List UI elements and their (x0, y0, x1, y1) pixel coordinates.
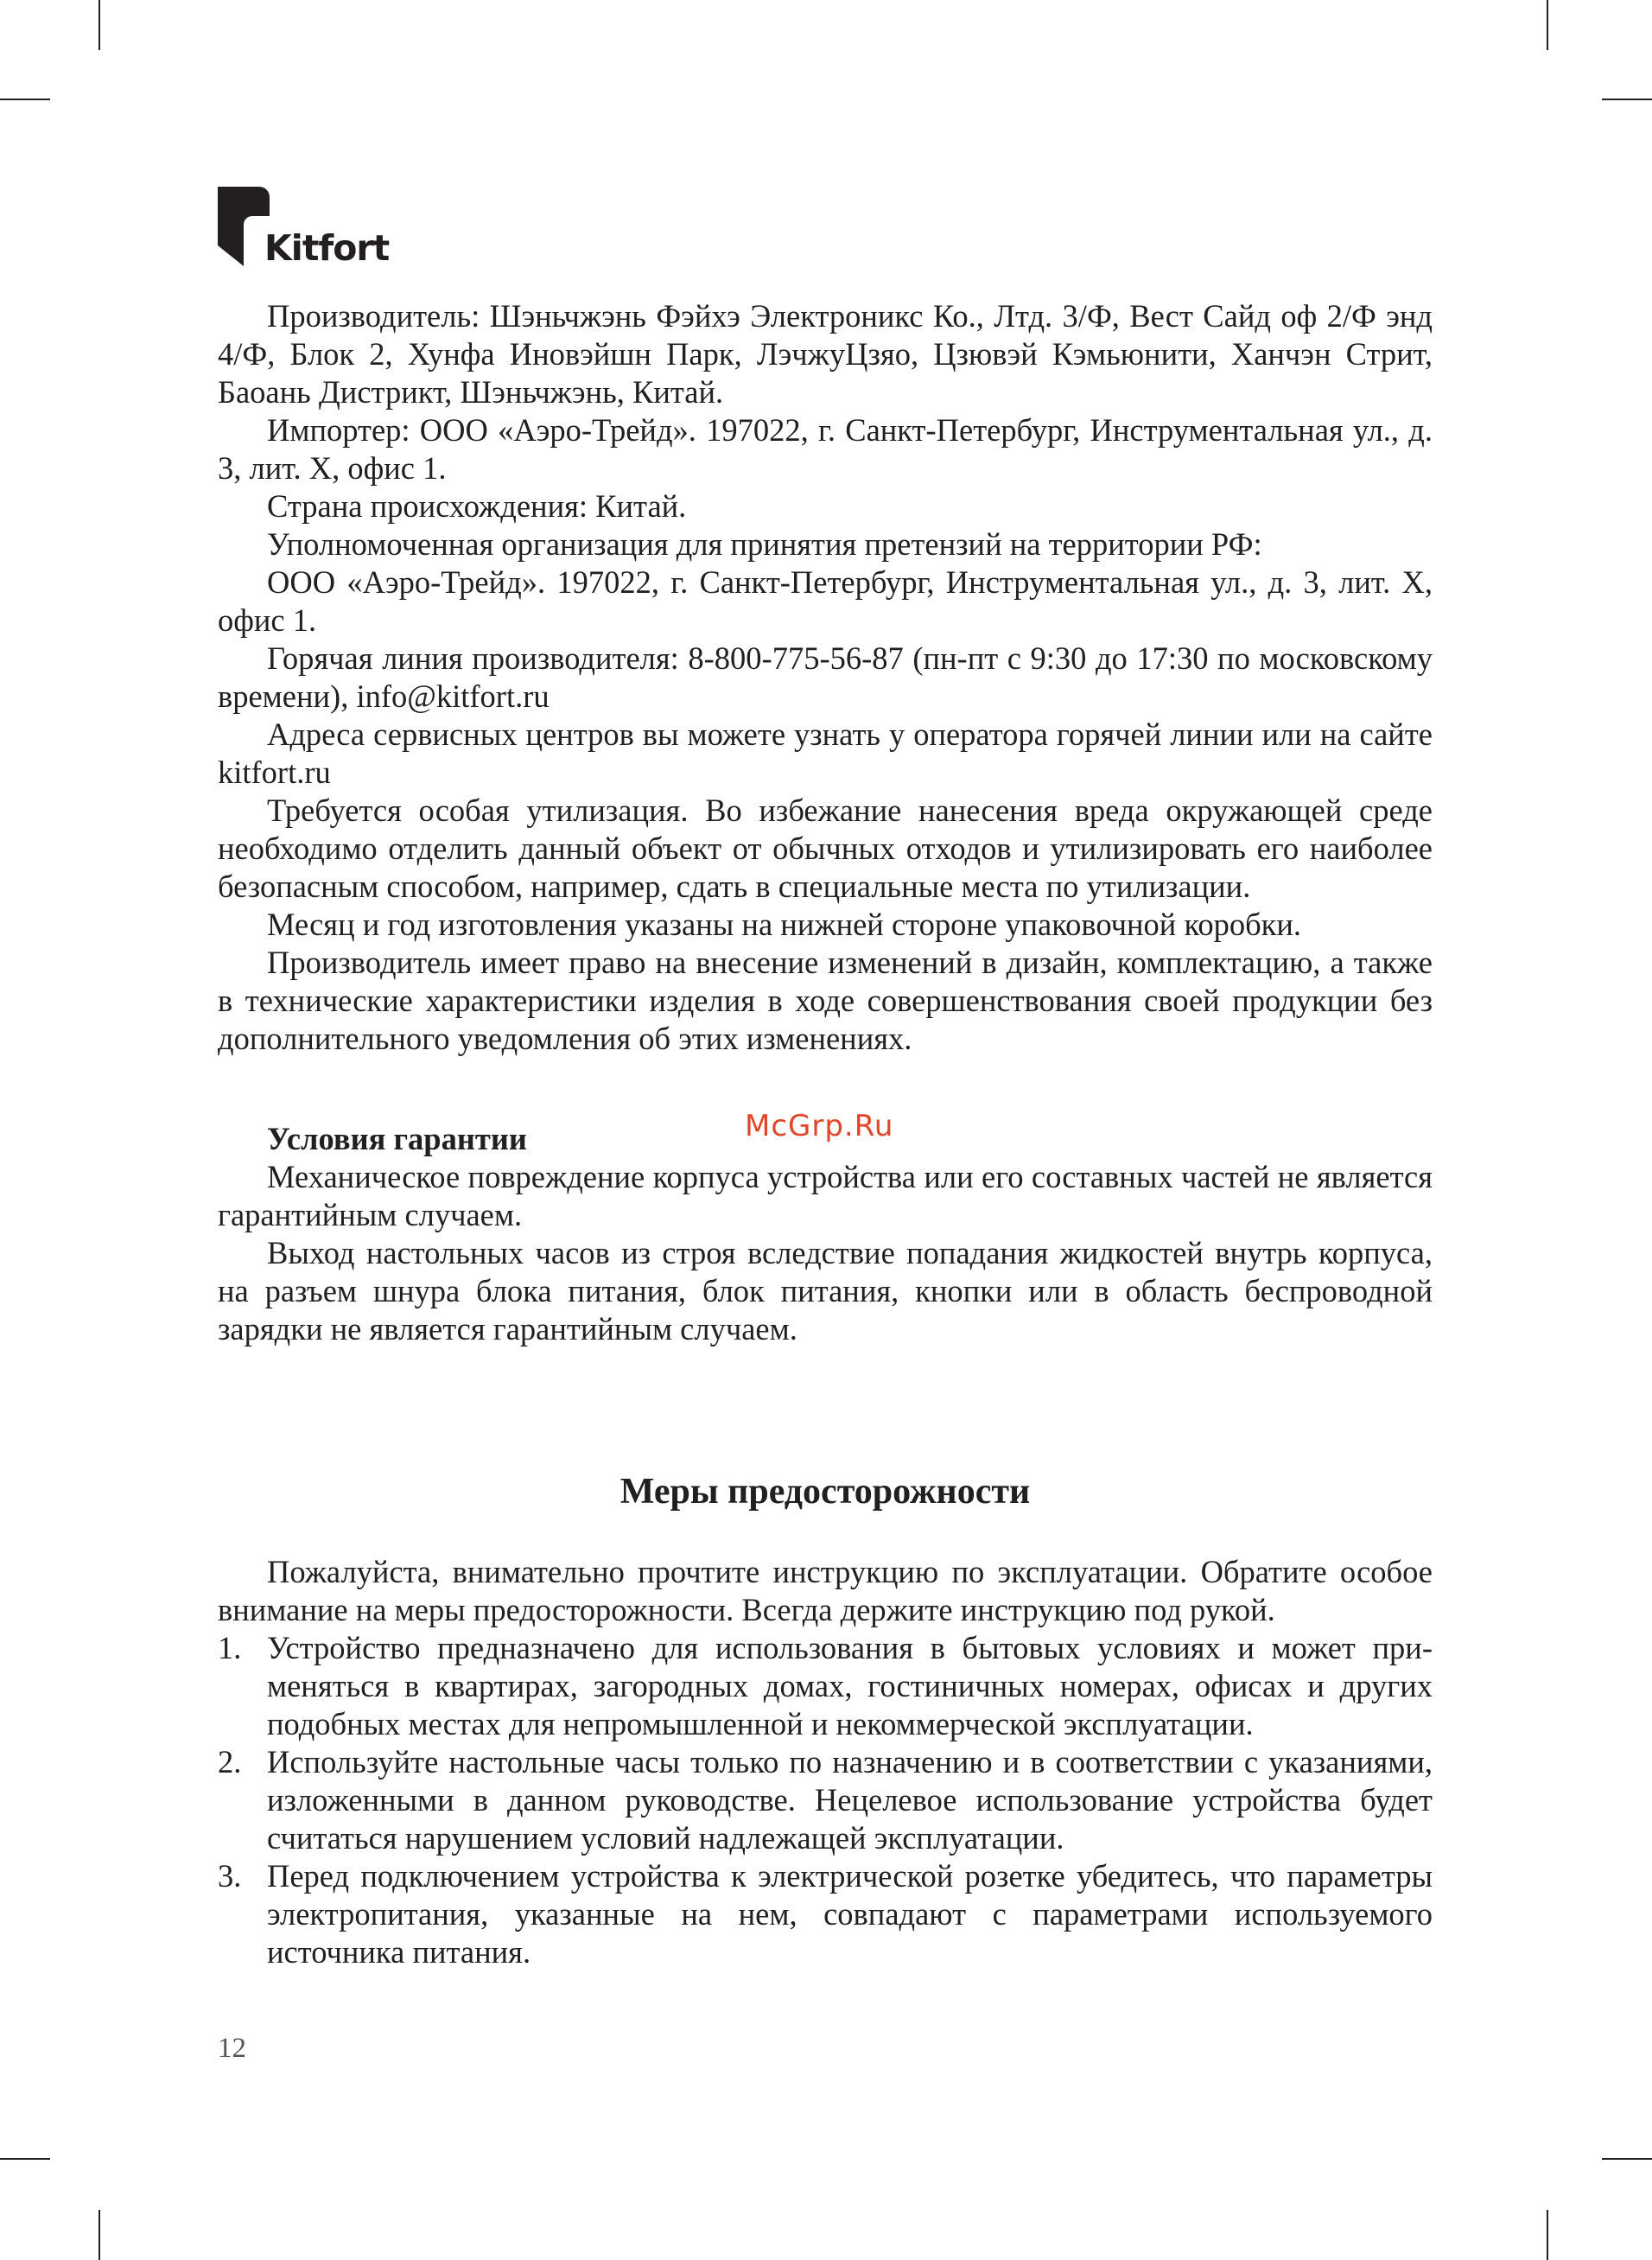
claims-org-paragraph: ООО «Аэро-Трейд». 197022, г. Санкт-Петербург, Инструментальная ул., д. 3, лит. Х, офис 1. (218, 564, 1433, 638)
precautions-list (218, 1629, 1433, 1971)
crop-mark (0, 2158, 50, 2160)
disposal-paragraph: Требуется особая утилизация. Во избежание нанесения вреда окружающей среде необходимо отделить данный объект от обычных отходов и утилизировать его наиболее безопасным способом, например, сдать в специальные места по утилизации. (218, 793, 1433, 904)
list-item (218, 1629, 1433, 1743)
page-number: 12 (218, 2033, 246, 2064)
changes-paragraph: Производитель имеет право на внесение изменений в дизайн, комплектацию, а также в технические характеристики изделия в ходе совершенствования своей продукции без дополнительного уведомления об этих изменениях. (218, 945, 1433, 1056)
list-item-number: 3. (218, 1858, 242, 1894)
importer-paragraph: Импортер: ООО «Аэро-Трейд». 197022, г. Санкт-Петербург, Инструментальная ул., д. 3, лит. Х, офис 1. (218, 412, 1433, 486)
crop-mark (1602, 99, 1652, 100)
service-centers-paragraph: Адреса сервисных центров вы можете узнать у оператора горячей линии или на сайте kitfort.ru (218, 716, 1433, 790)
list-item (218, 1743, 1433, 1857)
warranty-title: Условия гарантии (267, 1121, 527, 1156)
origin-paragraph: Страна происхождения: Китай. (267, 488, 687, 524)
warranty-paragraph: Механическое повреждение корпуса устройства или его составных частей не является гарантийным случаем. (218, 1159, 1433, 1232)
list-item-text: Перед подключением устройства к электрической розетке убедитесь, что параметры электропитания, указанные на нем, совпадают с параметрами используемого источника питания. (267, 1858, 1433, 1970)
brand-logo (218, 187, 390, 269)
list-item-text: Устройство предназначено для использования в бытовых условиях и может применяться в квартирах, загородных домах, гостиничных номерах, офисах и других подобных местах для непромышленной и некоммерческой эксплуатации. (267, 1630, 1433, 1741)
crop-mark (1547, 2210, 1548, 2260)
kitfort-logo-icon (218, 187, 270, 266)
list-item-number: 1. (218, 1630, 242, 1665)
manufacturer-paragraph: Производитель: Шэньчжэнь Фэйхэ Электроникс Ко., Лтд. 3/Ф, Вест Сайд оф 2/Ф энд 4/Ф, Блок 2, Хунфа Иновэйшн Парк, ЛэчжуЦзяо, Цзювэй Кэмьюнити, Ханчэн Стрит, Баоань Дистрикт, Шэньчжэнь, Китай. (218, 298, 1433, 410)
crop-mark (98, 0, 100, 50)
production-date-paragraph: Месяц и год изготовления указаны на нижней стороне упаковочной коробки. (267, 907, 1302, 942)
crop-mark (98, 2210, 100, 2260)
crop-mark (1602, 2158, 1652, 2160)
info-section (218, 297, 1433, 1348)
brand-name: Kitfort (264, 227, 390, 269)
list-item-text: Используйте настольные часы только по назначению и в соответствии с указаниями, изложенными в данном руководстве. Нецелевое использование устройства будет считаться нарушением условий надлежащей эксплуатации. (267, 1744, 1433, 1856)
crop-mark (0, 99, 50, 100)
watermark: McGrp.Ru (745, 1109, 894, 1143)
precautions-intro: Пожалуйста, внимательно прочтите инструкцию по эксплуатации. Обратите особое внимание на меры предосторожности. Всегда держите инструкцию под рукой. (218, 1554, 1433, 1627)
precautions-section (218, 1553, 1433, 1971)
claims-org-heading: Уполномоченная организация для принятия претензий на территории РФ: (267, 526, 1262, 562)
list-item (218, 1857, 1433, 1971)
hotline-paragraph: Горячая линия производителя: 8-800-775-56-87 (пн-пт с 9:30 до 17:30 по московскому времени), info@kitfort.ru (218, 640, 1433, 714)
warranty-paragraph: Выход настольных часов из строя вследствие попадания жидкостей внутрь корпуса, на разъем шнура блока питания, блок питания, кнопки или в область беспроводной зарядки не является гарантийным случаем. (218, 1235, 1433, 1346)
crop-mark (1547, 0, 1548, 50)
list-item-number: 2. (218, 1744, 242, 1779)
section-title: Меры предосторожности (620, 1472, 1031, 1512)
